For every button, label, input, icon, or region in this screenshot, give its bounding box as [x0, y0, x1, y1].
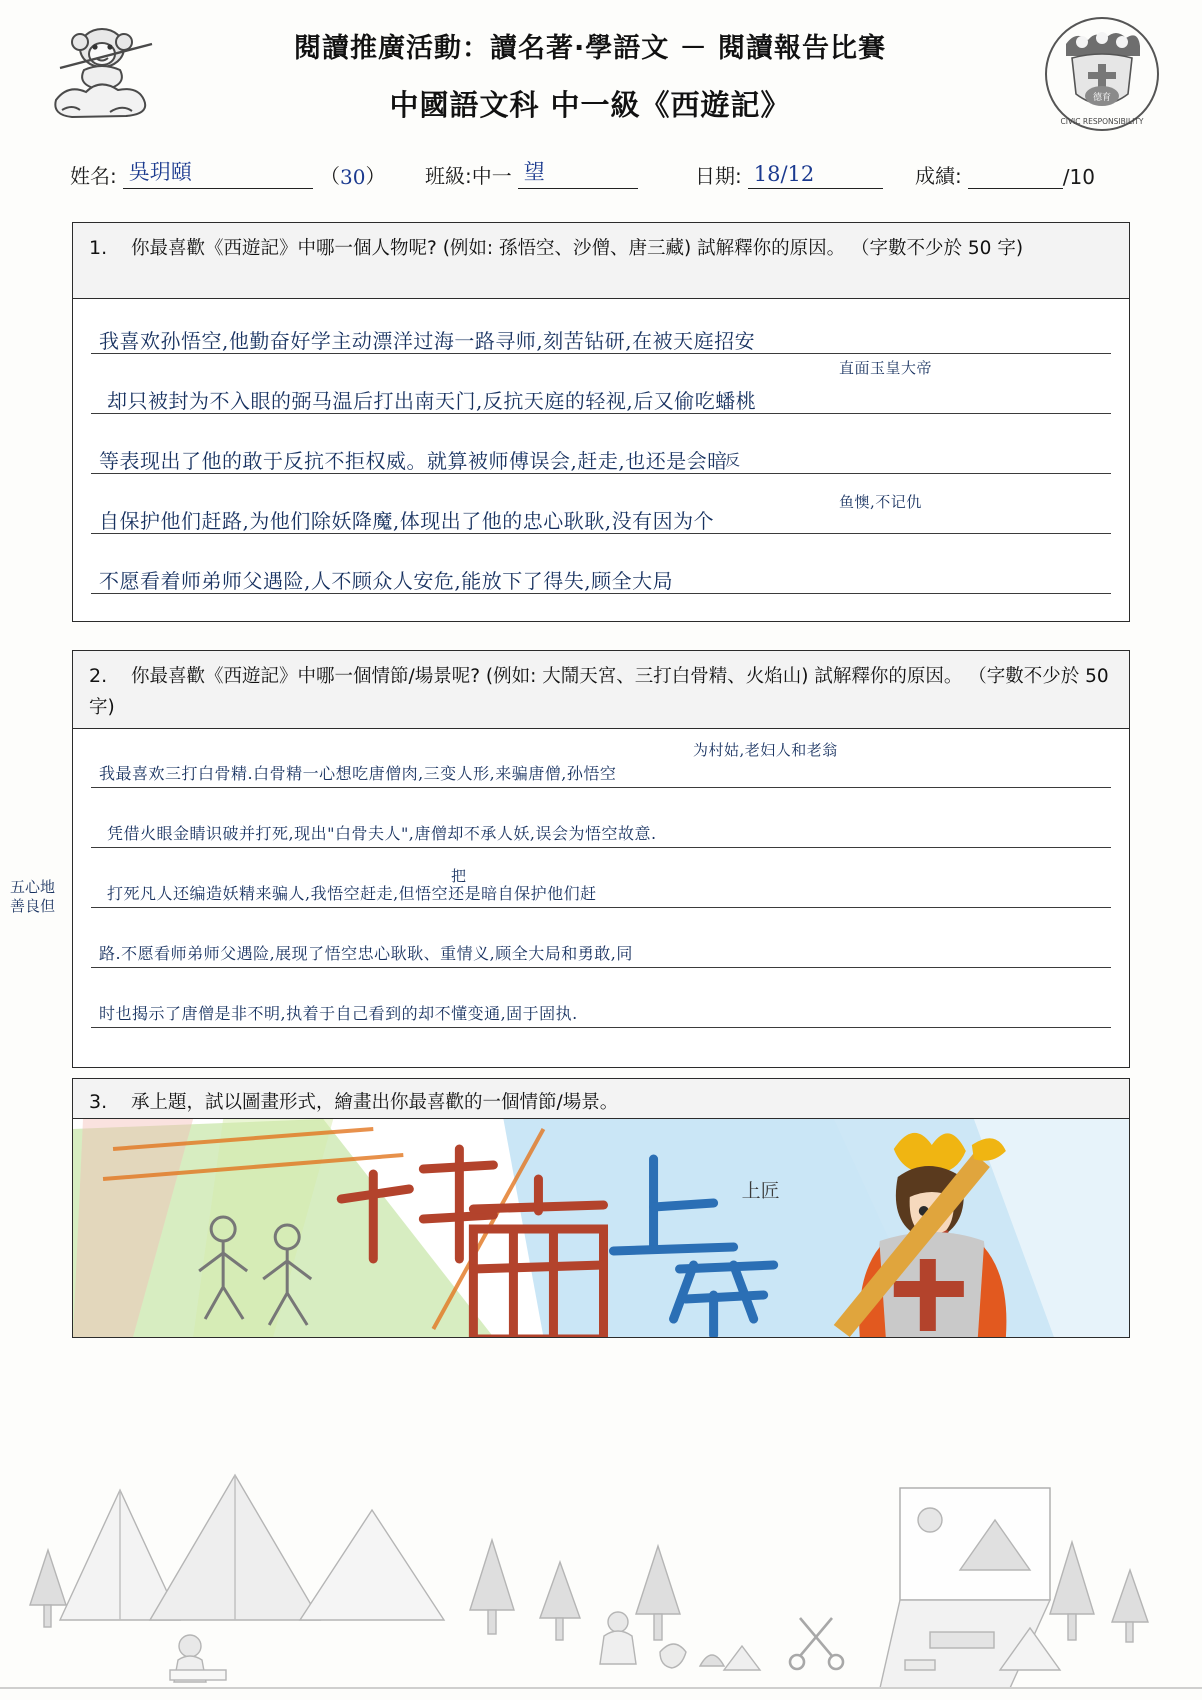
- answer-line: 我最喜欢三打白骨精.白骨精一心想吃唐僧肉,三变人形,来骗唐僧,孙悟空: [99, 764, 617, 783]
- class-no-value[interactable]: 30: [340, 165, 366, 189]
- question-2-box: [72, 650, 1130, 1068]
- answer-line: 路.不愿看师弟师父遇险,展现了悟空忠心耿耿、重情义,顾全大局和勇敢,同: [99, 944, 633, 963]
- name-input[interactable]: [123, 162, 313, 189]
- answer-insertion: 把: [451, 867, 467, 885]
- answer-insertion: 鱼懊,不记仇: [839, 493, 922, 511]
- drawing-label: 上匠: [741, 1180, 780, 1202]
- class-label: 班級:中一: [425, 164, 512, 188]
- score-total: /10: [1062, 165, 1095, 189]
- score-field-group: [915, 160, 1095, 189]
- class-no-close-paren: ）: [365, 164, 386, 188]
- question-1-answer-area[interactable]: [73, 299, 1129, 619]
- answer-line: 我喜欢孙悟空,他勤奋好学主动漂洋过海一路寻师,刻苦钻研,在被天庭招安: [99, 329, 756, 353]
- answer-line: 打死凡人还编造妖精来骗人,我悟空赶走,但悟空还是暗自保护他们赶: [107, 884, 597, 903]
- answer-insertion: 直面玉皇大帝: [839, 359, 933, 377]
- question-3-box: [72, 1078, 1130, 1338]
- class-value: 望: [523, 160, 545, 184]
- answer-line: 自保护他们赶路,为他们除妖降魔,体现出了他的忠心耿耿,没有因为个: [99, 509, 715, 533]
- subject-title: 中國語文科 中一級《西遊記》: [389, 88, 791, 122]
- date-input[interactable]: [748, 162, 883, 189]
- rule-line: [91, 967, 1111, 968]
- date-label: 日期:: [695, 164, 742, 188]
- answer-line: 却只被封为不入眼的弼马温后打出南天门,反抗天庭的轻视,后又偷吃蟠桃: [107, 389, 757, 413]
- crest-motto: CIVIC RESPONSIBILITY: [1060, 117, 1144, 126]
- question-3-drawing-canvas[interactable]: [73, 1119, 1129, 1337]
- question-3-prompt: [73, 1079, 1129, 1119]
- date-field-group: [695, 160, 883, 189]
- answer-line: 不愿看着师弟师父遇险,人不顾众人安危,能放下了得失,顾全大局: [99, 569, 674, 593]
- question-3-number: 3.: [89, 1091, 108, 1113]
- class-number-group: [320, 160, 385, 189]
- question-2-margin-note: 五心地善良但: [10, 878, 56, 915]
- score-label: 成績:: [915, 164, 962, 188]
- monkey-mascot-icon: [40, 14, 170, 134]
- answer-line: 等表现出了他的敢于反抗不拒权威。就算被师傅误会,赶走,也还是会暗: [99, 449, 728, 473]
- class-input[interactable]: [518, 162, 638, 189]
- date-value: 18/12: [753, 162, 815, 186]
- question-2-answer-area[interactable]: [73, 729, 1129, 1065]
- activity-title: 閱讀推廣活動：讀名著·學語文 － 閱讀報告比賽: [293, 33, 887, 64]
- rule-line: [91, 787, 1111, 788]
- name-value: 吳玥頤: [128, 160, 192, 184]
- question-2-number: 2.: [89, 665, 108, 687]
- page-header: [0, 0, 1202, 150]
- score-input[interactable]: [968, 162, 1063, 189]
- answer-insertion: 反: [725, 451, 741, 469]
- question-1-number: 1.: [89, 237, 108, 259]
- name-label: 姓名:: [70, 164, 117, 188]
- question-1-text: 你最喜歡《西遊記》中哪一個人物呢? (例如: 孫悟空、沙僧、唐三藏) 試解釋你的原因。 （字數不少於 50 字): [131, 238, 1024, 259]
- answer-line: 时也揭示了唐僧是非不明,执着于自己看到的却不懂变通,固于固执.: [99, 1004, 578, 1023]
- footer-illustration: [0, 1370, 1202, 1700]
- name-field-group: [70, 160, 313, 189]
- question-1-box: [72, 222, 1130, 622]
- class-field-group: [425, 160, 638, 189]
- question-2-text: 你最喜歡《西遊記》中哪一個情節/場景呢? (例如: 大鬧天宮、三打白骨精、火焰山) 試解釋你的原因。 （字數不少於 50 字): [89, 666, 1109, 718]
- student-info-row: [70, 160, 1130, 204]
- school-crest-icon: [1042, 14, 1162, 134]
- rule-line: [91, 1027, 1111, 1028]
- rule-line: [91, 907, 1111, 908]
- question-3-text: 承上題，試以圖畫形式，繪畫出你最喜歡的一個情節/場景。: [131, 1092, 619, 1113]
- question-1-prompt: [73, 223, 1129, 299]
- title-block: [180, 26, 1000, 124]
- rule-line: [91, 847, 1111, 848]
- question-2-prompt: [73, 651, 1129, 729]
- student-drawing: [73, 1119, 1129, 1337]
- svg-text:德育: 德育: [1092, 93, 1112, 103]
- answer-line: 凭借火眼金睛识破并打死,现出"白骨夫人",唐僧却不承人妖,误会为悟空故意.: [107, 824, 657, 843]
- answer-insertion: 为村姑,老妇人和老翁: [693, 741, 838, 759]
- class-no-open-paren: （: [320, 164, 340, 188]
